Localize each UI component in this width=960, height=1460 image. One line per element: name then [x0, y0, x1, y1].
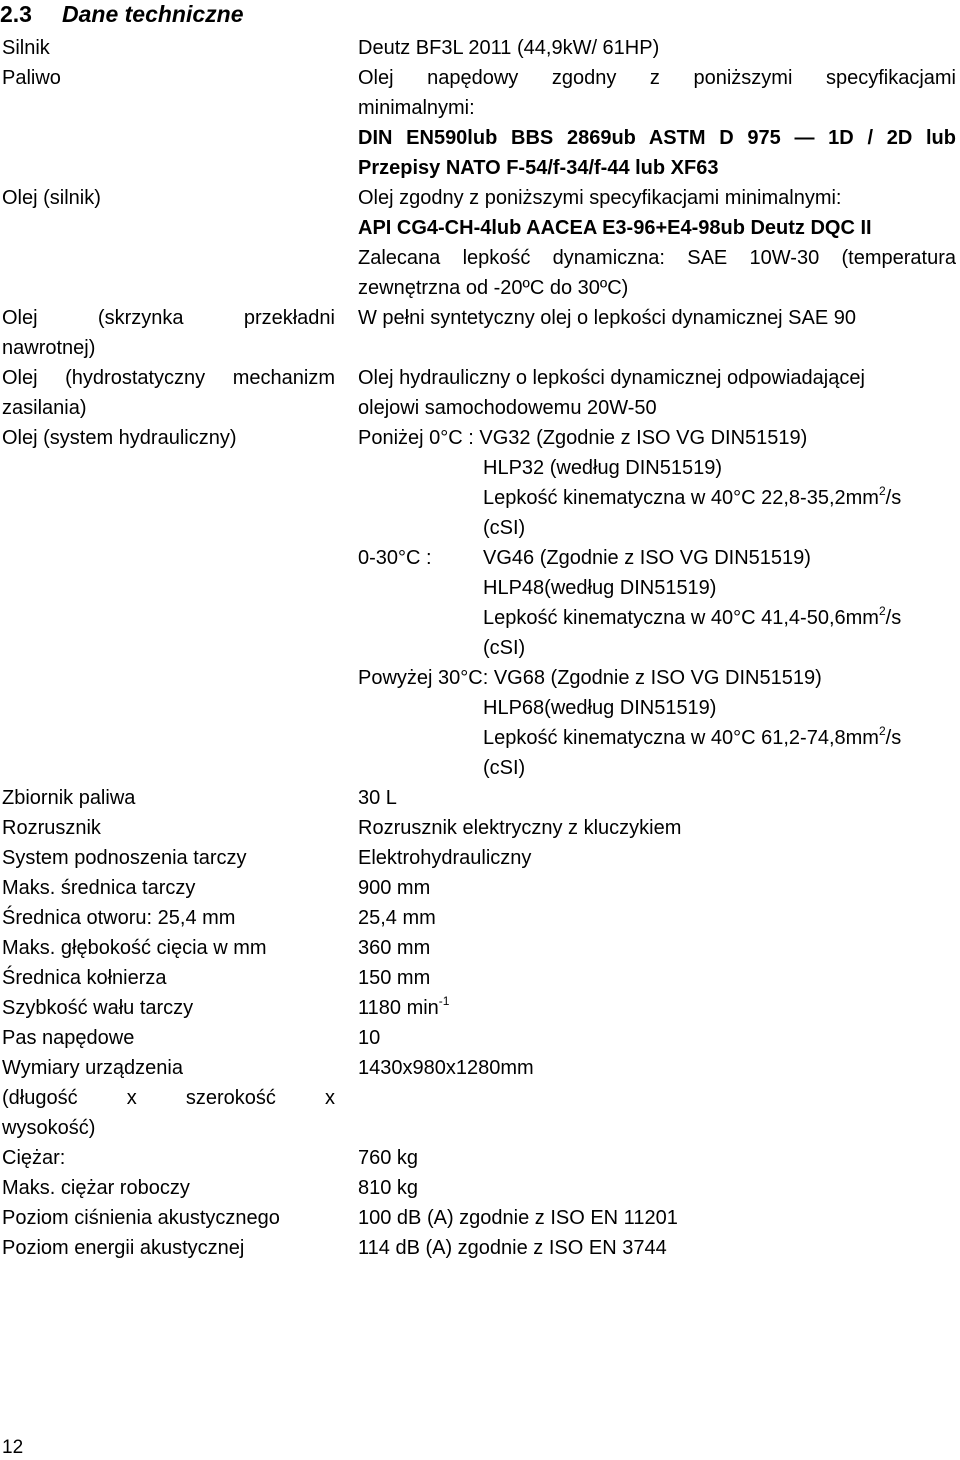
oil-group-1-head: Poniżej 0°C : VG32 (Zgodnie z ISO VG DIN51519): [358, 427, 808, 449]
spec-label: Ciężar:: [2, 1147, 66, 1169]
spec-value: Deutz BF3L 2011 (44,9kW/ 61HP): [358, 37, 660, 59]
spec-value: 1180 $\min^{-1}$: [358, 994, 450, 1019]
oil-group-2-grade: HLP48(według DIN51519): [483, 577, 717, 599]
spec-label: Olej (hydrostatyczny mechanizm zasilania): [2, 367, 335, 419]
spec-label: Maks. ciężar roboczy: [2, 1177, 190, 1199]
oil-group-3-head: Powyżej 30°C: VG68 (Zgodnie z ISO VG DIN51519): [358, 667, 822, 689]
spec-value: 810 kg: [358, 1177, 419, 1199]
spec-row-olej-system: [0, 423, 960, 783]
spec-label: Szybkość wału tarczy: [2, 997, 194, 1019]
spec-label: Olej (system hydrauliczny): [2, 427, 237, 449]
spec-value: 360 mm: [358, 937, 431, 959]
spec-label: Zbiornik paliwa: [2, 787, 136, 809]
spec-value: 25,4 mm: [358, 907, 436, 929]
spec-label: Wymiary urządzenia (długość x szerokość x wysokość): [2, 1057, 335, 1139]
spec-value: Rozrusznik elektryczny z kluczykiem: [358, 817, 682, 839]
section-number: 2.3: [0, 1, 32, 27]
spec-label: Olej (skrzynka przekładni nawrotnej): [2, 307, 335, 359]
spec-label: System podnoszenia tarczy: [2, 847, 247, 869]
spec-label: Pas napędowe: [2, 1027, 135, 1049]
oil-group-3-viscosity: Lepkość kinematyczna w 40°C $61,2-74,8mm^2/s$: [483, 724, 902, 749]
oil-group-1-grade: HLP32 (według DIN51519): [483, 457, 723, 479]
spec-value: Olej napędowy zgodny z poniższymi specyfikacjami minimalnymi: DIN EN590lub BBS 2869ub ASTM D 975 — 1D / 2D lub Przepisy NATO F-54/f-34/f-44 lub XF63: [358, 67, 956, 179]
oil-group-1-viscosity: Lepkość kinematyczna w 40°C $22,8-35,2mm^2/s$: [483, 484, 902, 509]
oil-group-2-viscosity: Lepkość kinematyczna w 40°C $41,4-50,6mm^2/s$: [483, 604, 902, 629]
spec-value: 114 dB (A) zgodnie z ISO EN 3744: [358, 1237, 667, 1259]
spec-value: 1430x980x1280mm: [358, 1057, 534, 1079]
oil-group-1-unit: (cSI): [483, 517, 526, 539]
spec-value: 30 L: [358, 787, 397, 809]
oil-group-2-range: 0-30°C :: [358, 547, 432, 569]
spec-label: Średnica kołnierza: [2, 967, 167, 989]
spec-value: 900 mm: [358, 877, 431, 899]
spec-label: Olej (silnik): [2, 187, 101, 209]
spec-value: 100 dB (A) zgodnie z ISO EN 11201: [358, 1207, 678, 1229]
spec-label: Maks. średnica tarczy: [2, 877, 196, 899]
spec-label: Maks. głębokość cięcia w mm: [2, 937, 267, 959]
spec-label: Silnik: [2, 37, 50, 59]
spec-value: 150 mm: [358, 967, 431, 989]
oil-group-3-unit: (cSI): [483, 757, 526, 779]
spec-value: Elektrohydrauliczny: [358, 847, 532, 869]
spec-value: Olej zgodny z poniższymi specyfikacjami minimalnymi: API CG4-CH-4lub AACEA E3-96+E4-98ub Deutz DQC II Zalecana lepkość dynamiczna: SAE 10W-30 (temperatura zewnętrzna od -20ºC do 30ºC): [358, 187, 956, 299]
spec-value: W pełni syntetyczny olej o lepkości dynamicznej SAE 90: [358, 307, 857, 329]
oil-group-2-head: VG46 (Zgodnie z ISO VG DIN51519): [483, 547, 811, 569]
page-number: 12: [2, 1437, 24, 1458]
spec-label: Paliwo: [2, 67, 61, 89]
spec-label: Poziom ciśnienia akustycznego: [2, 1207, 280, 1229]
oil-group-3-grade: HLP68(według DIN51519): [483, 697, 717, 719]
spec-label: Rozrusznik: [2, 817, 101, 839]
section-title: Dane techniczne: [62, 1, 244, 27]
section-heading: [0, 0, 244, 28]
spec-value: 10: [358, 1027, 381, 1049]
oil-group-2-unit: (cSI): [483, 637, 526, 659]
spec-label: Średnica otworu: 25,4 mm: [2, 907, 236, 929]
spec-value: Olej hydrauliczny o lepkości dynamicznej odpowiadającej olejowi samochodowemu 20W-50: [358, 367, 865, 419]
spec-label: Poziom energii akustycznej: [2, 1237, 245, 1259]
spec-value: 760 kg: [358, 1147, 419, 1169]
